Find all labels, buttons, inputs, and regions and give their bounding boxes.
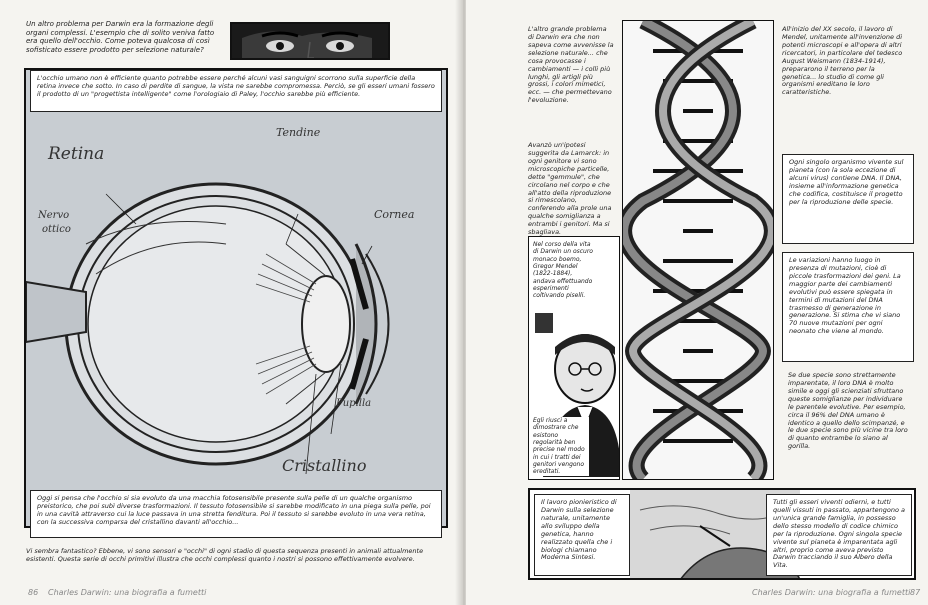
label-tendine: Tendine bbox=[276, 126, 321, 139]
eye-diagram-panel bbox=[24, 68, 448, 528]
right-col3-box2: Ogni singolo organismo vivente sul pianeta (con la sola eccezione di alcuni virus) contiene DNA. Il DNA, insieme all'informazione genetica che codifica, costituisce il progetto per la riproduzione delle specie. bbox=[782, 154, 914, 244]
right-col1-text2: Avanzò un'ipotesi suggerita da Lamarck: in ogni genitore vi sono microscopiche particelle, dette "gemmule", che circolano nel corpo e che all'atto della riproduzione si rimescolano, conferendo alla prole una qualche somiglianza a entrambi i genitori. Ma si sbagliava. bbox=[528, 141, 612, 237]
darwin-eyes-illustration bbox=[232, 24, 390, 60]
label-retina: Retina bbox=[48, 144, 105, 164]
right-col1-text1: L'altro grande problema di Darwin era che non sapeva come avvenisse la selezione naturale... che cosa provocasse i cambiamenti — i colli più lunghi, gli artigli più grossi, i colori mimetici, ecc. — che permettevano l'evoluzione. bbox=[528, 25, 614, 105]
left-intro-text: Un altro problema per Darwin era la formazione degli organi complessi. L'esempio che di solito veniva fatto era quello dell'occhio. Come poteva qualcosa di così sofisticato essere prodotto per selezione naturale? bbox=[26, 20, 215, 54]
mendel-caption2: Egli riuscì a dimostrare che esistono regolarità ben precise nel modo in cui i tratti dei genitori vengono ereditati. bbox=[533, 417, 589, 476]
darwin-eyes-panel bbox=[230, 22, 390, 60]
mendel-panel bbox=[528, 236, 620, 480]
left-bottom-text: Vi sembra fantastico? Ebbene, vi sono sensori e "occhi" di ogni stadio di questa sequenza presenti in animali attualmente esistenti. Questa serie di occhi primitivi illustra che occhi complessi quanto i nostri si possono effettivamente evolvere. bbox=[26, 547, 424, 563]
bottom-box-right: Tutti gli esseri viventi odierni, e tutti quelli vissuti in passato, appartengono a un'unica grande famiglia, in possesso dello stesso modello di codice chimico per la riproduzione. Ogni singola specie vivente sul pianeta è imparentata agli altri, proprio come aveva previsto Darwin tracciando il suo Albero della Vita. bbox=[766, 494, 912, 576]
right-col3-box4: Se due specie sono strettamente imparentate, il loro DNA è molto simile e oggi gli scienziati sfruttano queste somiglianze per individuare le parentele evolutive. Per esempio, circa il 96% del DNA umano è identico a quello dello scimpanzé, e le due specie sono più vicine tra loro di quanto entrambe lo siano al gorilla. bbox=[788, 371, 908, 451]
right-page-number: 87 bbox=[910, 588, 921, 597]
right-page bbox=[466, 0, 928, 605]
right-col3-box1: All'inizio del XX secolo, il lavoro di Mendel, unitamente all'invenzione di potenti microscopi e all'opera di altri ricercatori, in particolare del tedesco August Weismann (1834-1914), prepararono il terreno per la genetica... lo studio di come gli organismi ereditano le loro caratteristiche. bbox=[782, 25, 903, 97]
eye-cross-section-illustration bbox=[26, 70, 446, 526]
label-cristallino: Cristallino bbox=[282, 456, 367, 475]
right-col3-box3: Le variazioni hanno luogo in presenza di mutazioni, cioè di piccole trasformazioni dei geni. La maggior parte dei cambiamenti evolutivi può essere spiegata in termini di mutazioni del DNA trasmesso di generazione in generazione. Si stima che vi siano 70 nuove mutazioni per ogni neonato che viene al mondo. bbox=[782, 252, 914, 362]
left-bottom-caption-box: Oggi si pensa che l'occhio si sia evoluto da una macchia fotosensibile presente sulla pelle di un qualche organismo preistorico, che poi subì diverse trasformazioni. Il tessuto fotosensibile si sarebbe modificato in una piega sulla pelle, poi in una cavità attraverso cui la luce passava in una stretta fenditura. Poi il tessuto si sarebbe evoluto in una vera retina, con la successiva comparsa del cristallino davanti all'occhio... bbox=[30, 490, 442, 538]
bottom-box-left: Il lavoro pionieristico di Darwin sulla selezione naturale, unitamente allo sviluppo della genetica, hanno realizzato quella che i biologi chiamano Moderna Sintesi. bbox=[534, 494, 630, 576]
label-nervo: Nervo bbox=[38, 210, 70, 221]
mendel-caption: Nel corso della vita di Darwin un oscuro monaco boemo, Gregor Mendel (1822-1884), andava effettuando esperimenti coltivando piselli. bbox=[533, 241, 593, 300]
left-page bbox=[0, 0, 462, 605]
label-cornea: Cornea bbox=[374, 208, 415, 221]
left-running-title: Charles Darwin: una biografia a fumetti bbox=[48, 588, 207, 597]
label-pupilla: Pupilla bbox=[336, 398, 372, 409]
label-ottico: ottico bbox=[42, 224, 71, 235]
dna-helix-illustration bbox=[623, 21, 773, 479]
dna-panel bbox=[622, 20, 774, 480]
left-page-number: 86 bbox=[28, 588, 39, 597]
bottom-panel bbox=[528, 488, 916, 580]
left-top-caption-box: L'occhio umano non è efficiente quanto potrebbe essere perché alcuni vasi sanguigni scorrono sulla superficie della retina invece che sotto. In caso di perdite di sangue, la vista ne sarebbe compromessa. Perciò, se gli esseri umani fossero il prodotto di un "progettista intelligente" come l'orologiaio di Paley, l'occhio sarebbe più efficiente. bbox=[30, 70, 442, 112]
right-running-title: Charles Darwin: una biografia a fumetti bbox=[752, 588, 911, 597]
